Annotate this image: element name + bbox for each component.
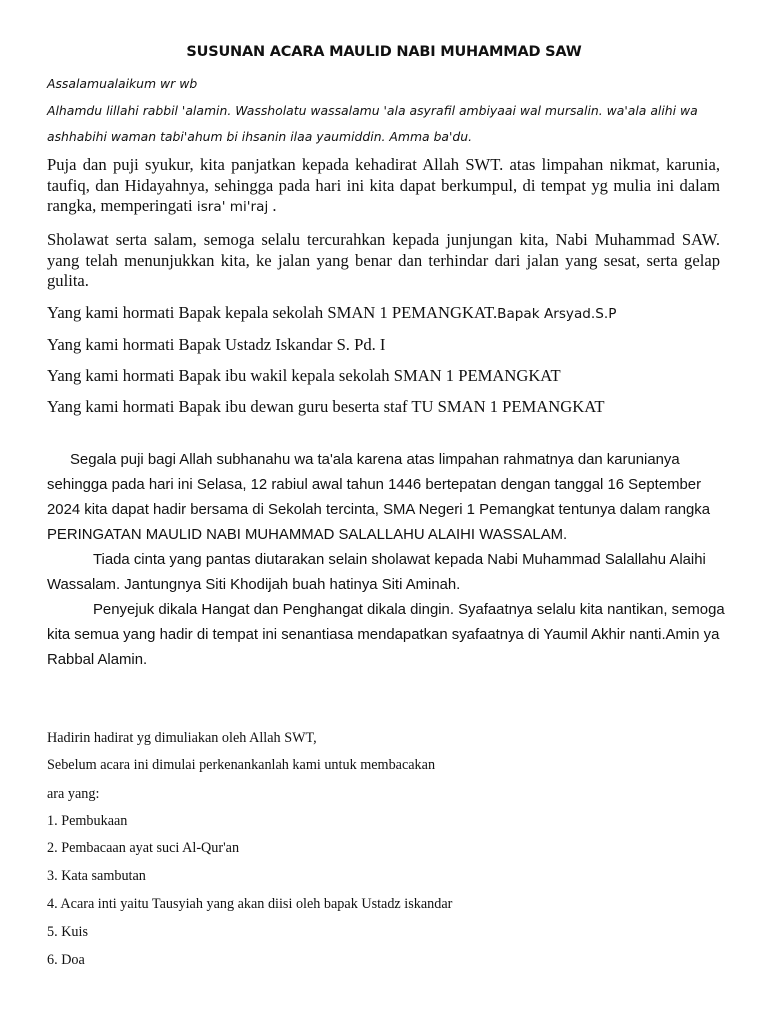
respect-line-2: Yang kami hormati Bapak Ustadz Iskandar S. Pd. I	[47, 335, 386, 354]
agenda-item: 5. Kuis	[47, 924, 88, 940]
greeting: Assalamualaikum wr wb	[47, 76, 198, 91]
respect-line-1	[47, 303, 616, 323]
agenda-item: 6. Doa	[47, 952, 85, 968]
body-paragraph-2: Tiada cinta yang pantas diutarakan selain sholawat kepada Nabi Muhammad Salallahu Alaihi Wassalam. Jantungnya Siti Khodijah buah hatinya Siti Aminah.	[47, 552, 706, 593]
agenda-item: 1. Pembukaan	[47, 813, 128, 829]
opening-line-1: Alhamdu lillahi rabbil 'alamin. Wassholatu wassalamu 'ala asyrafil ambiyaai wal mursalin. wa'ala alihi wa	[47, 103, 698, 118]
respect-line-1-text: Yang kami hormati Bapak kepala sekolah SMAN 1 PEMANGKAT.	[47, 303, 498, 322]
agenda-item: 2. Pembacaan ayat suci Al-Qur'an	[47, 840, 240, 856]
body-paragraph-1: Segala puji bagi Allah subhanahu wa ta'ala karena atas limpahan rahmatnya dan karunianya sehingga pada hari ini Selasa, 12 rabiul awal tahun 1446 bertepatan dengan tanggal 16 September 2024 kita dapat hadir bersama di Sekolah tercinta, SMA Negeri 1 Pemangkat tentunya dalam rangka PERINGATAN MAULID NABI MUHAMMAD SALALLAHU ALAIHI WASSALAM.	[47, 452, 711, 543]
body-paragraph-3: Penyejuk dikala Hangat dan Penghangat dikala dingin. Syafaatnya selalu kita nantikan, semoga kita semua yang hadir di tempat ini senantiasa mendapatkan syafaatnya di Yaumil Akhir nanti.Amin ya Rabbal Alamin.	[47, 602, 725, 668]
paragraph-praise-event: isra' mi'raj	[192, 199, 269, 215]
agenda-item: 3. Kata sambutan	[47, 868, 146, 884]
paragraph-praise-end: .	[268, 196, 277, 215]
paragraph-sholawat: Sholawat serta salam, semoga selalu tercurahkan kepada junjungan kita, Nabi Muhammad SAW. yang telah menunjukkan kita, ke jalan yang benar dan terhindar dari jalan yang sesat, serta gelap gulita.	[47, 230, 720, 290]
respect-line-4: Yang kami hormati Bapak ibu dewan guru beserta staf TU SMAN 1 PEMANGKAT	[47, 397, 605, 416]
respect-line-3: Yang kami hormati Bapak ibu wakil kepala sekolah SMAN 1 PEMANGKAT	[47, 366, 561, 385]
paragraph-praise	[47, 155, 720, 218]
paragraph-praise-text: Puja dan puji syukur, kita panjatkan kepada kehadirat Allah SWT. atas limpahan nikmat, karunia, taufiq, dan Hidayahnya, sehingga pada hari ini kita dapat berkumpul, di tempat yg mulia ini dalam rangka, memperingati	[47, 155, 720, 215]
sebelum-line: Sebelum acara ini dimulai perkenankanlah kami untuk membacakan	[47, 757, 436, 773]
respect-line-1-name: Bapak Arsyad.S.P	[497, 306, 617, 322]
opening-line-2: ashhabihi waman tabi'ahum bi ihsanin ilaa yaumiddin. Amma ba'du.	[47, 129, 473, 144]
document-title: SUSUNAN ACARA MAULID NABI MUHAMMAD SAW	[186, 44, 582, 60]
body-section	[47, 448, 727, 673]
hadirin-line: Hadirin hadirat yg dimuliakan oleh Allah SWT,	[47, 730, 317, 746]
ara-yang-line: ara yang:	[47, 786, 100, 802]
agenda-item: 4. Acara inti yaitu Tausyiah yang akan diisi oleh bapak Ustadz iskandar	[47, 896, 453, 912]
